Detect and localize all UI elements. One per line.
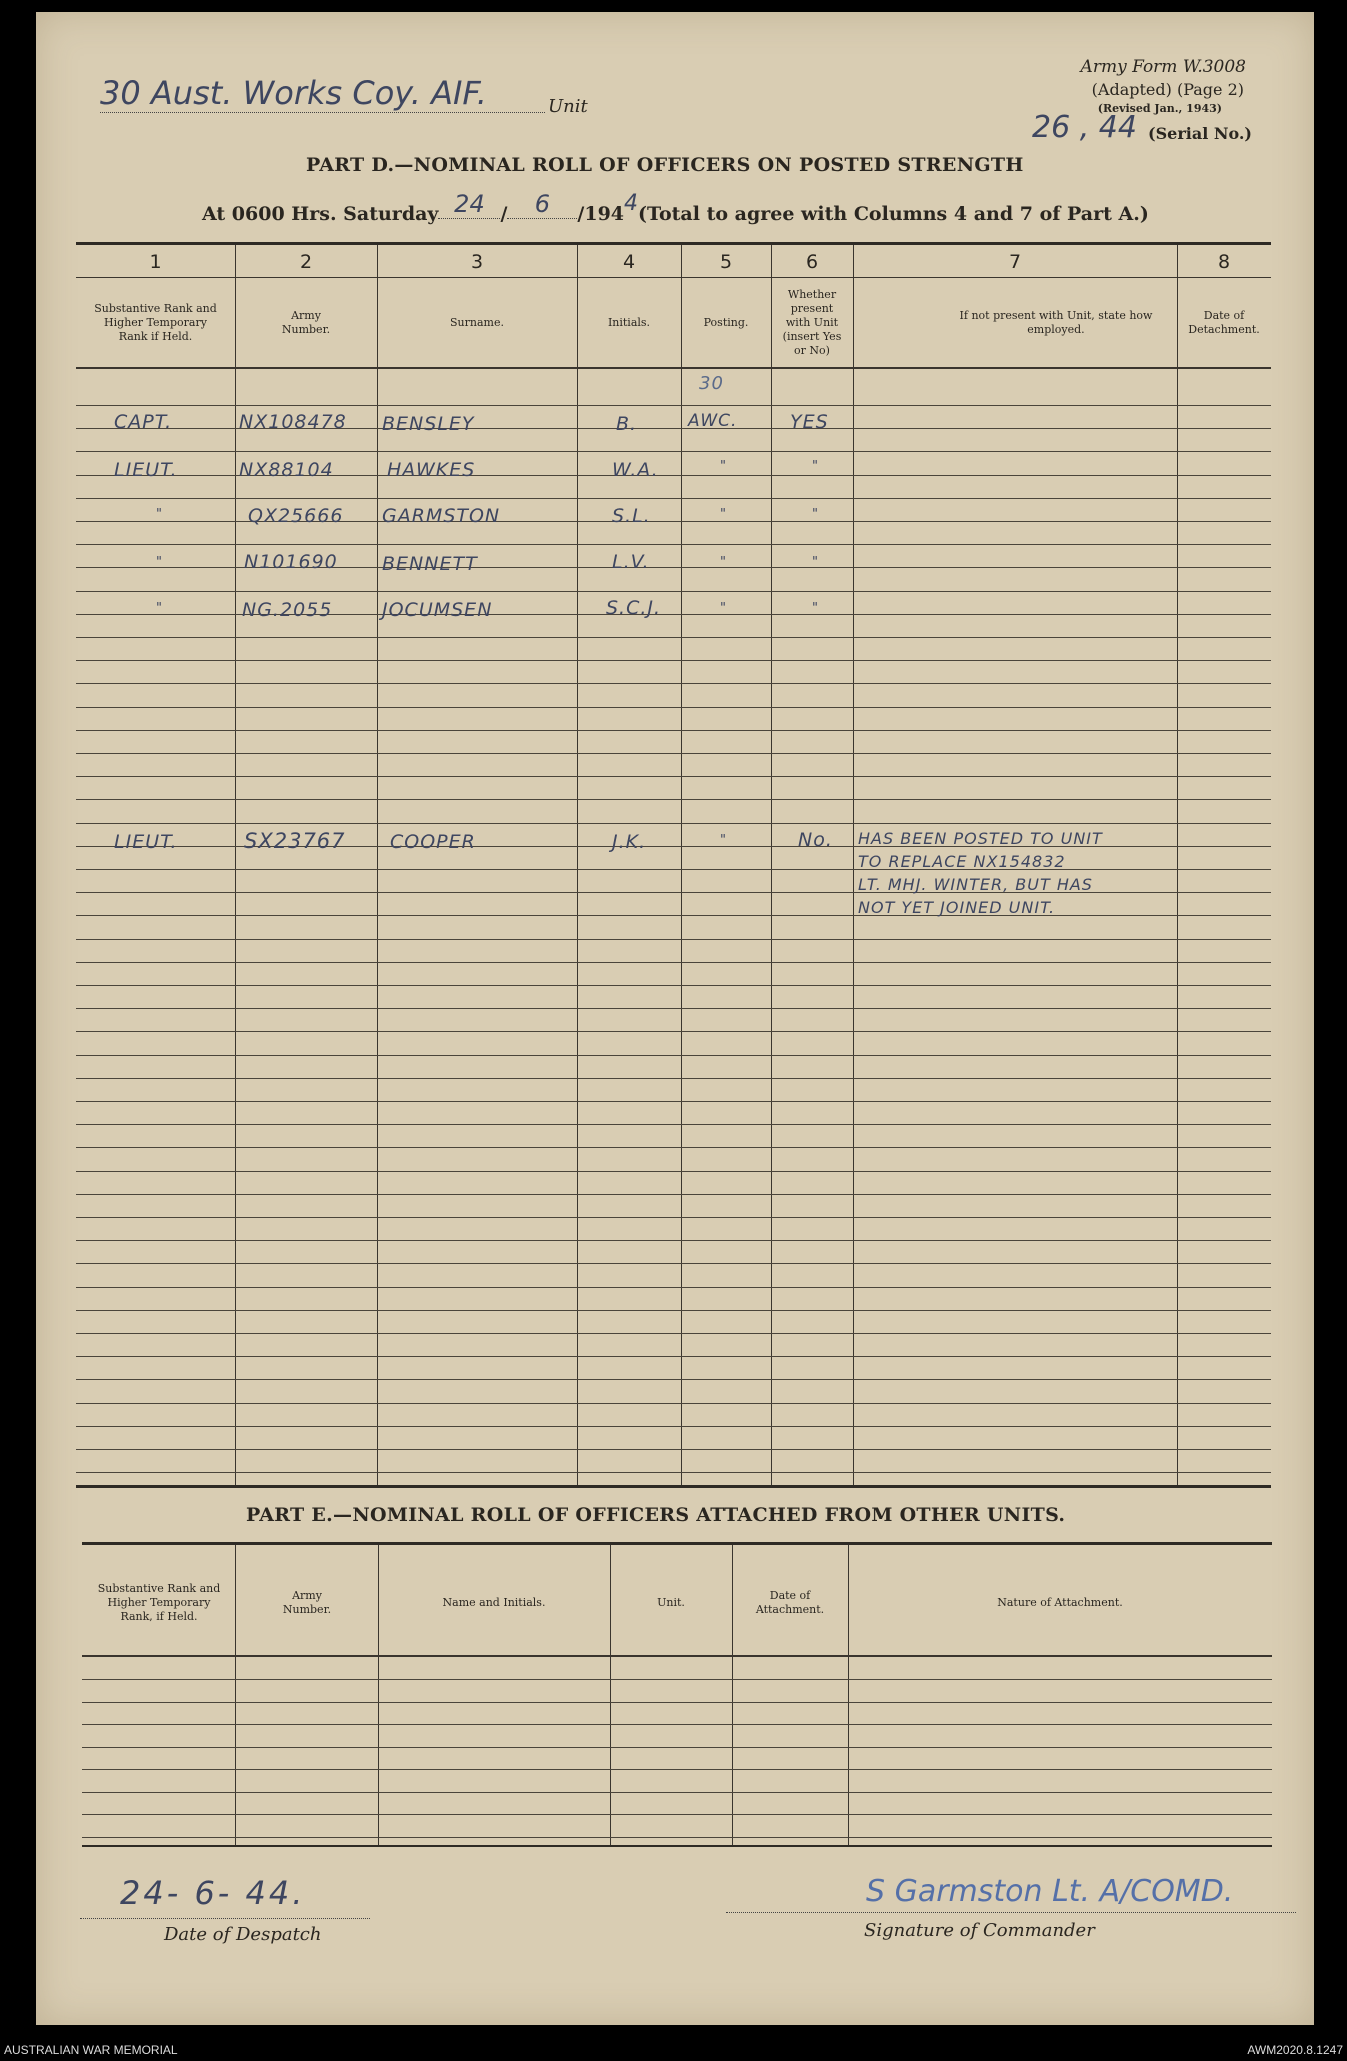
col-header-posting: Posting. [703,316,749,329]
ruled-line [76,1403,1271,1404]
col-header-present: Whether present with Unit (insert Yes or No) [782,288,842,357]
ruled-line [76,1124,1271,1125]
ruled-line [76,1263,1271,1264]
row-number: N101690 [244,551,338,573]
row-initials: L.V. [612,551,650,573]
form-page [36,12,1314,2025]
archive-label-right: AWM2020.8.1247 [1247,2043,1343,2057]
revised-label: (Revised Jan., 1943) [1097,102,1222,115]
row-surname: BENNETT [382,553,478,575]
part-e-title: PART E.—NOMINAL ROLL OF OFFICERS ATTACHED FROM OTHER UNITS. [246,1504,1066,1526]
ruled-line [76,1147,1271,1148]
row-surname: BENSLEY [382,413,475,435]
ruled-line [76,985,1271,986]
date-year-suffix: 4 [624,191,639,216]
cooper-note-2: LT. MHJ. WINTER, BUT HAS [858,875,1093,894]
col-num-2: 2 [299,251,313,273]
row-present: " [812,459,819,474]
row-rank: LIEUT. [114,831,178,853]
ruled-line [76,1055,1271,1056]
row-number: NG.2055 [242,599,333,621]
col-header-rank: Substantive Rank and Higher Temporary Rank if Held. [94,302,217,343]
ruled-line [76,1356,1271,1357]
row-surname: HAWKES [387,459,476,481]
e-header-date: Date of Attachment. [755,1588,825,1616]
ruled-line [76,1240,1271,1241]
date-day: 24 [438,190,500,219]
row-posting: AWC. [688,411,738,431]
posting-30: 30 [699,373,724,394]
col-header-detachment: Date of Detachment. [1188,309,1260,336]
ruled-line [76,637,1271,638]
row-number: NX88104 [239,459,334,481]
col-header-army-number: Army Number. [281,309,331,336]
row-rank: " [156,601,163,616]
part-d-table [76,242,1271,1488]
unit-label: Unit [548,96,588,117]
row-present: YES [790,411,829,433]
row-posting: " [720,459,727,474]
ruled-line [76,451,1271,452]
col-num-3: 3 [470,251,484,273]
ruled-line [76,869,1271,870]
ruled-line [82,1814,1272,1815]
ruled-line [76,591,1271,592]
ruled-line [76,1008,1271,1009]
part-d-subtitle: At 0600 Hrs. Saturday 24 / 6 /1944(Total to agree with Columns 4 and 7 of Part A.) [202,190,1149,225]
col-num-1: 1 [149,251,162,273]
ruled-line [76,823,1271,824]
ruled-line [76,683,1271,684]
row-rank: " [156,555,163,570]
subtitle-prefix: At 0600 Hrs. Saturday [202,203,439,225]
row-rank: CAPT. [114,411,173,433]
ruled-line [76,939,1271,940]
serial-label: (Serial No.) [1148,124,1252,143]
commander-signature: S Garmston Lt. A/COMD. [866,1874,1234,1909]
row-employed: HAS BEEN POSTED TO UNIT [858,829,1103,848]
ruled-line [76,405,1271,406]
col-header-initials: Initials. [607,316,651,329]
despatch-label: Date of Despatch [164,1924,322,1945]
ruled-line [82,1724,1272,1725]
ruled-line [76,730,1271,731]
adapted-label: (Adapted) (Page 2) [1091,80,1244,99]
part-d-title: PART D.—NOMINAL ROLL OF OFFICERS ON POSTED STRENGTH [306,154,1024,176]
ruled-line [76,660,1271,661]
row-posting: " [720,507,727,522]
ruled-line [76,1078,1271,1079]
row-surname: GARMSTON [382,505,501,527]
ruled-line [76,1310,1271,1311]
signature-label: Signature of Commander [864,1920,1095,1941]
unit-value: 30 Aust. Works Coy. AIF. [100,74,545,113]
ruled-line [76,1031,1271,1032]
row-posting: " [720,555,727,570]
e-header-army-number: Army Number. [282,1588,332,1616]
ruled-line [76,544,1271,545]
row-posting: " [720,601,727,616]
row-present: " [812,555,819,570]
despatch-date: 24- 6- 44. [120,1874,306,1912]
ruled-line [76,498,1271,499]
cooper-note-3: NOT YET JOINED UNIT. [858,898,1056,917]
ruled-line [76,1171,1271,1172]
ruled-line [76,1194,1271,1195]
ruled-line [76,915,1271,916]
ruled-line [82,1792,1272,1793]
e-header-name: Name and Initials. [442,1595,546,1609]
ruled-line [76,962,1271,963]
col-header-employed: If not present with Unit, state how employed. [959,309,1153,336]
row-initials: B. [616,413,638,435]
serial-value: 26 , 44 [1032,110,1137,145]
ruled-line [82,1702,1272,1703]
ruled-line [76,707,1271,708]
ruled-line [76,1101,1271,1102]
col-num-5: 5 [719,251,733,273]
ruled-line [76,1379,1271,1380]
subtitle-suffix: (Total to agree with Columns 4 and 7 of Part A.) [638,203,1149,225]
row-surname: COOPER [390,831,476,853]
part-e-table [82,1542,1272,1847]
row-initials: S.C.J. [606,597,662,619]
despatch-line [80,1918,370,1919]
date-year-prefix: 194 [584,203,625,225]
col-header-surname: Surname. [450,316,504,329]
row-posting: " [720,833,727,848]
row-initials: J.K. [612,831,647,853]
ruled-line [82,1837,1272,1838]
ruled-line [76,776,1271,777]
archive-label-left: AUSTRALIAN WAR MEMORIAL [4,2043,178,2057]
col-num-6: 6 [805,251,819,273]
row-present: " [812,601,819,616]
ruled-line [76,1449,1271,1450]
col-num-4: 4 [622,251,636,273]
row-initials: S.L. [612,505,651,527]
row-present: No. [798,829,833,851]
row-number: SX23767 [244,829,346,853]
row-number: NX108478 [239,411,347,433]
row-number: QX25666 [248,505,344,527]
ruled-line [82,1747,1272,1748]
row-surname: JOCUMSEN [382,599,493,621]
ruled-line [76,799,1271,800]
ruled-line [76,1217,1271,1218]
cooper-note-1: TO REPLACE NX154832 [858,852,1066,871]
ruled-line [76,1472,1271,1473]
e-header-unit: Unit. [657,1595,685,1609]
row-rank: LIEUT. [114,459,178,481]
army-form-label: Army Form W.3008 [1080,57,1246,77]
ruled-line [76,753,1271,754]
col-num-8: 8 [1217,251,1231,273]
row-present: " [812,507,819,522]
ruled-line [76,1426,1271,1427]
ruled-line [82,1679,1272,1680]
e-header-nature: Nature of Attachment. [997,1595,1123,1609]
ruled-line [76,1287,1271,1288]
signature-line [726,1912,1296,1913]
col-num-7: 7 [1008,251,1022,273]
e-header-rank: Substantive Rank and Higher Temporary Rank, if Held. [97,1581,221,1623]
row-rank: " [156,507,163,522]
ruled-line [82,1769,1272,1770]
date-month: 6 [507,190,577,219]
ruled-line [76,1333,1271,1334]
row-initials: W.A. [612,459,659,481]
